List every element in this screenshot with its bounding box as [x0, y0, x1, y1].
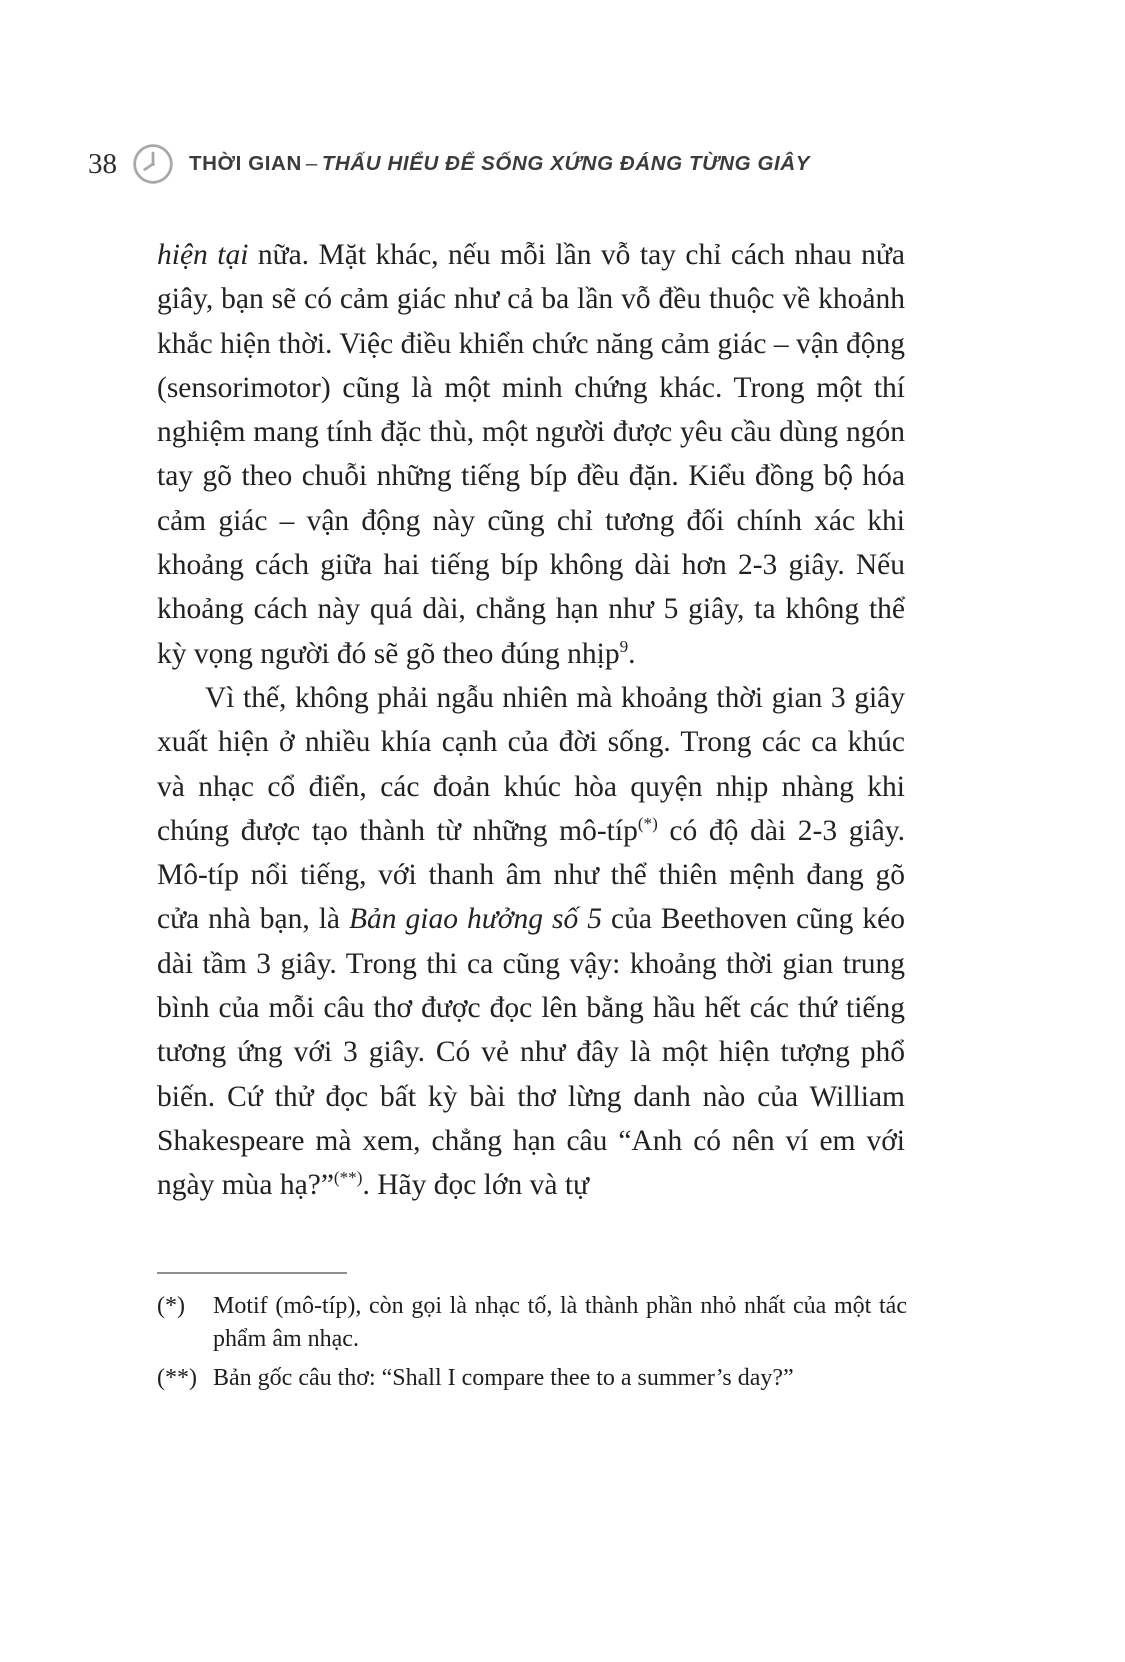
page-number: 38 — [88, 147, 117, 180]
paragraph-2-text-3: của Beethoven cũng kéo dài tầm 3 giây. Trong thi ca cũng vậy: khoảng thời gian trung bình của mỗi câu thơ được đọc lên bằng hầu hết các thứ tiếng tương ứng với 3 giây. Có vẻ như đây là một hiện tượng phổ biến. Cứ thử đọc bất kỳ bài thơ lừng danh nào của William Shakespeare mà xem, chẳng hạn câu “Anh có nên ví em với ngày mùa hạ?” — [157, 903, 905, 1202]
paragraph-2-text-2: có độ dài 2-3 giây. Mô-típ nổi tiếng, với thanh âm như thể thiên mệnh đang gõ cửa nhà bạn, là — [157, 814, 905, 936]
italic-lead: hiện tại — [157, 239, 249, 271]
paragraph-1-end: . — [628, 637, 636, 670]
footnote-ref-shakespeare: (**) — [333, 1168, 363, 1188]
footnote-2-text: Bản gốc câu thơ: “Shall I compare thee to a summer’s day?” — [213, 1365, 794, 1391]
footnote-1-text: Motif (mô-típ), còn gọi là nhạc tố, là thành phần nhỏ nhất của một tác phẩm âm nhạc. — [213, 1293, 907, 1352]
footnotes-section — [157, 1272, 907, 1395]
paragraph-1 — [157, 233, 905, 676]
clock-icon — [131, 142, 175, 186]
running-head-title: THỜI GIAN — [189, 152, 302, 175]
footnote-ref-motif: (*) — [637, 814, 658, 834]
footnote-2-marker: (**) — [157, 1365, 197, 1391]
page-header — [88, 142, 810, 186]
footnote-ref-9: 9 — [619, 636, 629, 656]
symphony-title-italic: Bản giao hưởng số 5 — [349, 903, 602, 936]
footnote-2 — [157, 1362, 907, 1395]
paragraph-2 — [157, 676, 905, 1208]
paragraph-2-text-4: . Hãy đọc lớn và tự — [362, 1169, 590, 1202]
footnote-1 — [157, 1290, 907, 1356]
running-head-separator: – — [305, 152, 318, 175]
running-head-subtitle: THẤU HIỂU ĐỂ SỐNG XỨNG ĐÁNG TỪNG GIÂY — [321, 152, 811, 175]
paragraph-1-text: nữa. Mặt khác, nếu mỗi lần vỗ tay chỉ cách nhau nửa giây, bạn sẽ có cảm giác như cả ba lần vỗ đều thuộc về khoảnh khắc hiện thời. Việc điều khiển chức năng cảm giác – vận động (sensorimotor) cũng là một minh chứng khác. Trong một thí nghiệm mang tính đặc thù, một người được yêu cầu dùng ngón tay gõ theo chuỗi những tiếng bíp đều đặn. Kiểu đồng bộ hóa cảm giác – vận động này cũng chỉ tương đối chính xác khi khoảng cách giữa hai tiếng bíp không dài hơn 2-3 giây. Nếu khoảng cách này quá dài, chẳng hạn như 5 giây, ta không thể kỳ vọng người đó sẽ gõ theo đúng nhịp — [157, 239, 905, 670]
paragraph-2-text-1: Vì thế, không phải ngẫu nhiên mà khoảng thời gian 3 giây xuất hiện ở nhiều khía cạnh của đời sống. Trong các ca khúc và nhạc cổ điển, các đoản khúc hòa quyện nhịp nhàng khi chúng được tạo thành từ những mô-típ — [157, 681, 905, 847]
body-text — [157, 233, 905, 1208]
running-head — [189, 152, 810, 176]
footnote-1-marker: (*) — [157, 1293, 185, 1319]
footnote-separator-rule — [157, 1272, 347, 1274]
